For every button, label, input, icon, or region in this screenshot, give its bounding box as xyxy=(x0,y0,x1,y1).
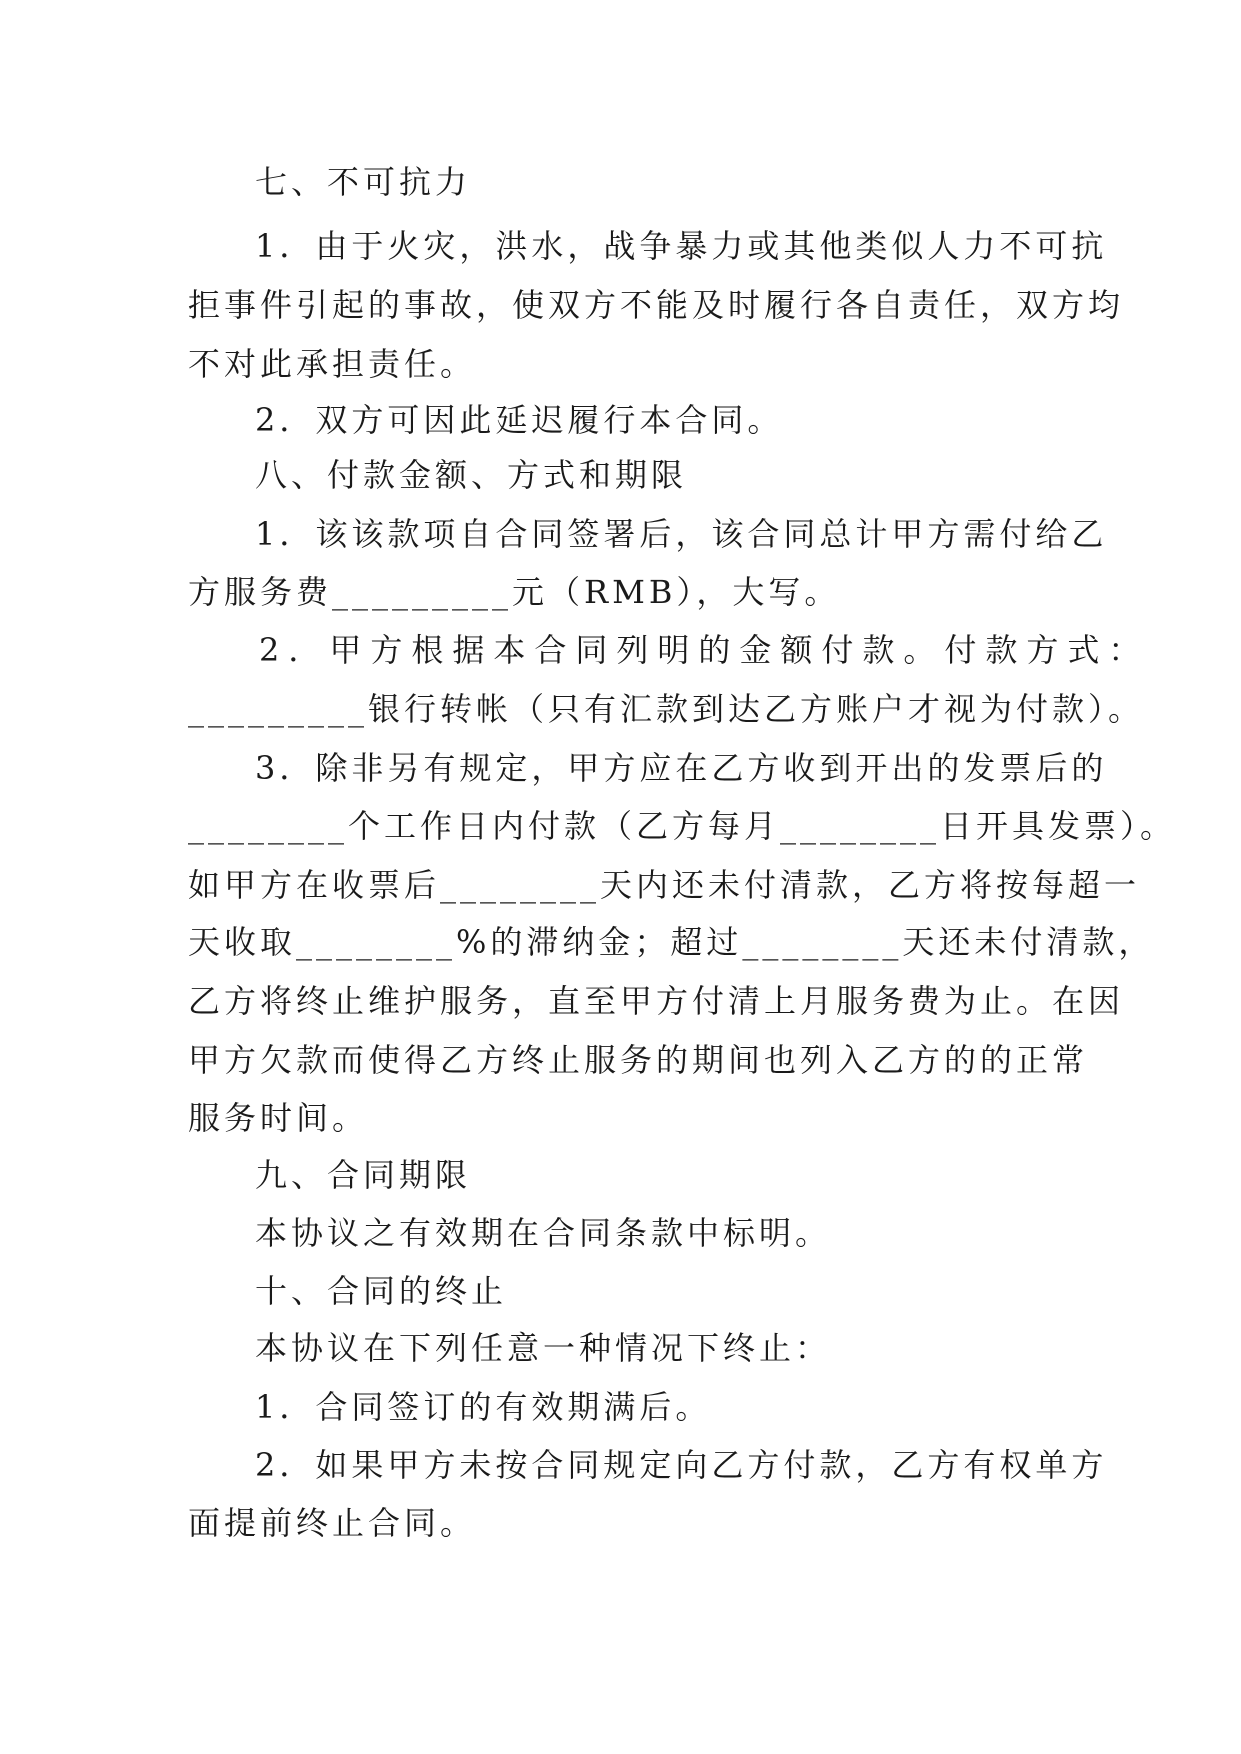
paragraph-line: 甲方欠款而使得乙方终止服务的期间也列入乙方的的正常 xyxy=(188,1041,1089,1079)
paragraph-line: 方服务费_________元（RMB），大写。 xyxy=(188,573,841,611)
paragraph-line: 面提前终止合同。 xyxy=(188,1504,477,1542)
paragraph-line: 1．合同签订的有效期满后。 xyxy=(255,1388,712,1426)
paragraph-line: _________银行转帐（只有汇款到达乙方账户才视为付款）。 xyxy=(188,690,1145,728)
paragraph-line: 乙方将终止维护服务，直至甲方付清上月服务费为止。在因 xyxy=(188,982,1125,1020)
section-heading-payment: 八、付款金额、方式和期限 xyxy=(255,456,688,494)
paragraph-line: 1．由于火灾，洪水，战争暴力或其他类似人力不可抗 xyxy=(255,227,1108,265)
section-heading-termination: 十、合同的终止 xyxy=(255,1272,508,1310)
paragraph-line: 不对此承担责任。 xyxy=(188,345,477,383)
paragraph-line: 2．双方可因此延迟履行本合同。 xyxy=(255,401,784,439)
paragraph-line: 本协议之有效期在合同条款中标明。 xyxy=(255,1214,832,1252)
paragraph-line: 服务时间。 xyxy=(188,1099,369,1137)
paragraph-line: 天收取________%的滞纳金；超过________天还未付清款， xyxy=(188,923,1155,961)
paragraph-line: 本协议在下列任意一种情况下终止： xyxy=(255,1329,832,1367)
section-heading-term: 九、合同期限 xyxy=(255,1156,472,1194)
paragraph-line: 2．如果甲方未按合同规定向乙方付款，乙方有权单方 xyxy=(255,1446,1108,1484)
paragraph-line: 2．甲方根据本合同列明的金额付款。付款方式： xyxy=(259,631,1150,669)
paragraph-line: 3．除非另有规定，甲方应在乙方收到开出的发票后的 xyxy=(255,749,1108,787)
paragraph-line: 拒事件引起的事故，使双方不能及时履行各自责任，双方均 xyxy=(188,286,1125,324)
paragraph-line: 如甲方在收票后________天内还未付清款，乙方将按每超一 xyxy=(188,866,1141,904)
paragraph-line: 1．该该款项自合同签署后，该合同总计甲方需付给乙 xyxy=(255,515,1108,553)
section-heading-force-majeure: 七、不可抗力 xyxy=(255,163,472,201)
paragraph-line: ________个工作日内付款（乙方每月________日开具发票）。 xyxy=(188,807,1177,845)
